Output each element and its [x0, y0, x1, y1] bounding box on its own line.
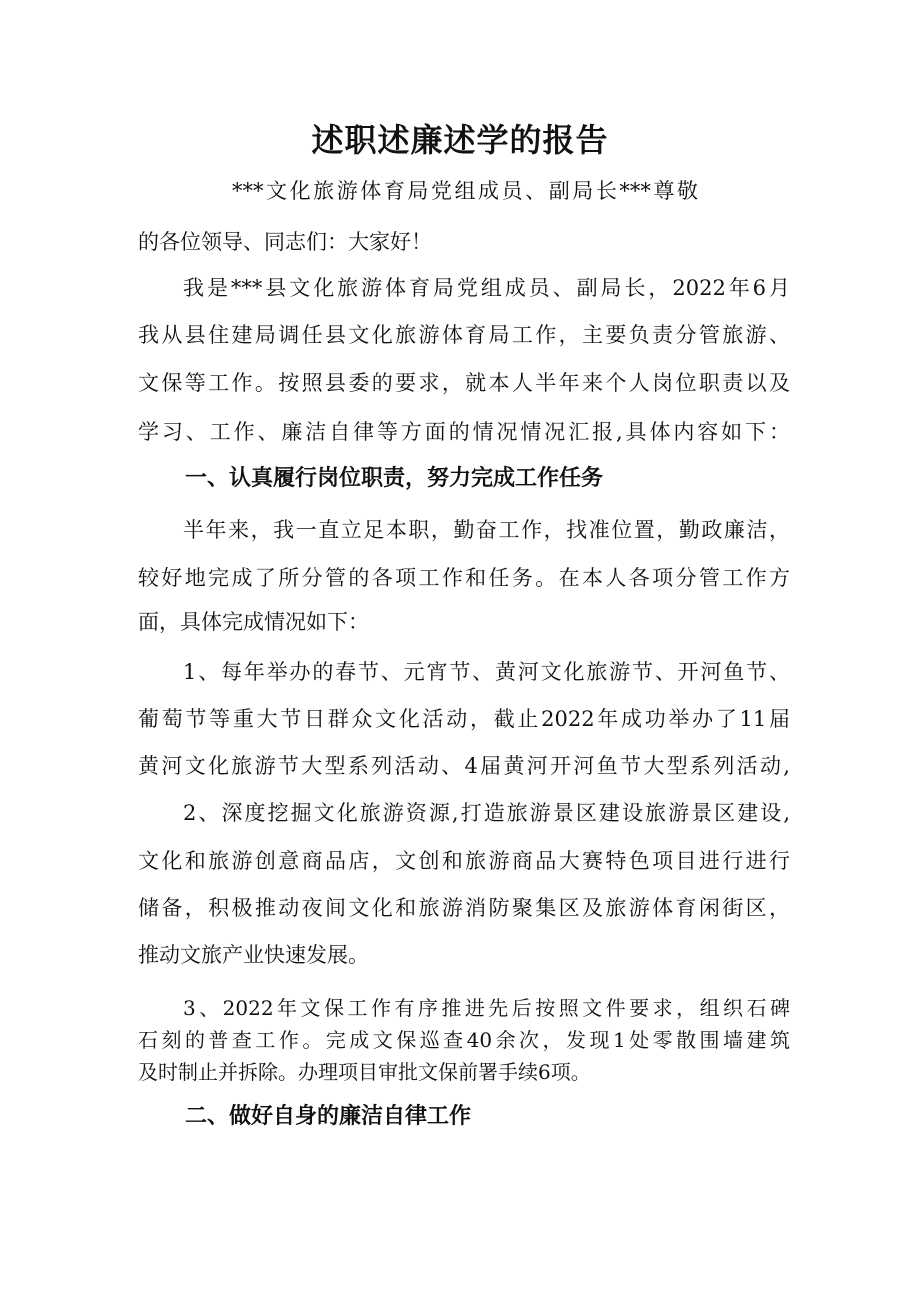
list-item-line: 1、每年举办的春节、元宵节、黄河文化旅游节、开河鱼节、: [183, 660, 790, 684]
intro-line: 文保等工作。按照县委的要求，就本人半年来个人岗位职责以及: [138, 371, 790, 395]
list-item-line: 推动文旅产业快速发展。: [138, 943, 369, 967]
list-item-line: 文化和旅游创意商品店，文创和旅游商品大赛特色项目进行进行: [138, 849, 790, 873]
list-item-line: 储备，积极推动夜间文化和旅游消防聚集区及旅游体育闲街区，: [138, 896, 790, 920]
section-heading: 一、认真履行岗位职责，努力完成工作任务: [185, 466, 604, 491]
list-item-line: 3、2022年文保工作有序推进先后按照文件要求，组织石碑: [183, 996, 790, 1020]
paragraph-line: 较好地完成了所分管的各项工作和任务。在本人各项分管工作方: [138, 566, 790, 590]
intro-line: 学习、工作、廉洁自律等方面的情况情况汇报,具体内容如下：: [138, 420, 790, 444]
greeting: 的各位领导、同志们：大家好！: [138, 230, 432, 254]
list-item-line: 黄河文化旅游节大型系列活动、4届黄河开河鱼节大型系列活动,: [138, 754, 790, 778]
intro-line: 我是***县文化旅游体育局党组成员、副局长，2022年6月: [183, 276, 790, 300]
list-item-line: 及时制止并拆除。办理项目审批文保前署手续6项。: [138, 1060, 591, 1084]
document-title: 述职述廉述学的报告: [311, 121, 609, 159]
intro-line: 我从县住建局调任县文化旅游体育局工作，主要负责分管旅游、: [138, 323, 790, 347]
paragraph-line: 面，具体完成情况如下：: [138, 610, 369, 634]
document-subtitle: ***文化旅游体育局党组成员、副局长***尊敬: [232, 179, 698, 203]
list-item-line: 2、深度挖掘文化旅游资源,打造旅游景区建设旅游景区建设,: [183, 801, 790, 825]
list-item-line: 石刻的普查工作。完成文保巡查40余次，发现1处零散围墙建筑: [138, 1028, 790, 1052]
paragraph-line: 半年来，我一直立足本职，勤奋工作，找准位置，勤政廉洁，: [183, 518, 790, 542]
section-heading: 二、做好自身的廉洁自律工作: [185, 1104, 472, 1129]
list-item-line: 葡萄节等重大节日群众文化活动，截止2022年成功举办了11届: [138, 707, 790, 731]
